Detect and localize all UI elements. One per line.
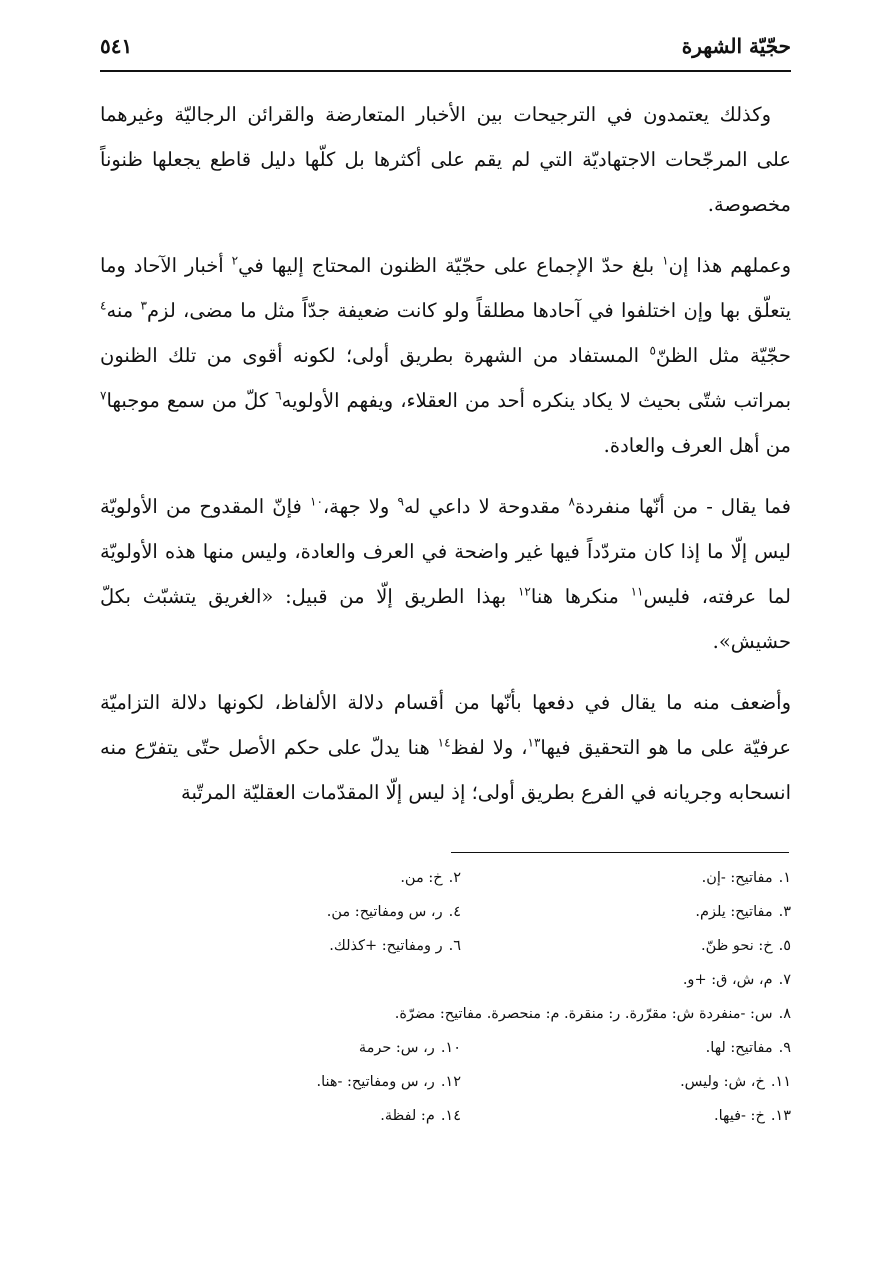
footnote-text: خ: -فيها. xyxy=(714,1108,765,1124)
footnote-text: خ، ش: وليس. xyxy=(680,1074,765,1090)
text-run: فإنّ المقدوح من الأولويّة ليس إلّا ما إذا كان متردّداً فيها غير واضحة في العرف والعادة، وليس منها هذه الأولويّة لما عرفته، فليس xyxy=(100,495,791,608)
text-run: كلّ من سمع موجبها xyxy=(106,389,276,412)
footnote xyxy=(695,904,791,920)
text-run: هنا يدلّ على حكم الأصل حتّى يتفرّع منه انسحابه وجريانه في الفرع بطريق أولى؛ إذ ليس إلّا المقدّمات العقليّة المرتّبة xyxy=(100,736,791,804)
text-run: مقدوحة لا داعي له xyxy=(403,495,569,518)
paragraph xyxy=(100,92,791,227)
text-run: وأضعف منه ما يقال في دفعها بأنّها من أقسام دلالة الألفاظ، لكونها دلالة التزاميّة عرفيّة على ما هو التحقيق فيها xyxy=(100,691,792,759)
footnote-text: س: -منفردة ش: مقرّرة. ر: منقرة. م: منحصرة. مفاتيح: مضرّة. xyxy=(394,1006,773,1022)
footnote xyxy=(680,1074,791,1090)
footnote-marker: ١١ xyxy=(630,584,644,599)
text-run: المستفاد من الشهرة بطريق أولى؛ لكونه أقوى من تلك الظنون بمراتب شتّى بحيث لا يكاد ينكره أحد من العقلاء، ويفهم الأولويه xyxy=(100,344,791,412)
footnote-row xyxy=(100,870,791,904)
footnote-marker: ٩ xyxy=(397,494,404,509)
footnote-marker: ١٠ xyxy=(310,494,323,509)
footnote-text: خ: نحو ظنّ. xyxy=(701,938,773,954)
footnote-text: خ: من. xyxy=(400,870,443,886)
footnote-text: ر، س ومفاتيح: -هنا. xyxy=(316,1074,435,1090)
footnote-marker: ٦ xyxy=(275,388,282,403)
footnotes xyxy=(100,870,791,1142)
footnote-number: ٣. xyxy=(778,904,791,920)
footnote-marker: ٤ xyxy=(100,298,107,313)
footnote xyxy=(316,1074,461,1090)
footnote-row xyxy=(100,1006,791,1040)
footnote-text: م، ش، ق: +و. xyxy=(682,972,773,988)
text-run: ولا جهة، xyxy=(322,495,398,518)
footnote-number: ١٣. xyxy=(770,1108,791,1124)
footnote xyxy=(380,1108,461,1124)
footnote-row xyxy=(100,1040,791,1074)
text-run: وكذلك يعتمدون في الترجيحات بين الأخبار المتعارضة والقرائن الرجاليّة وغيرهما على المرجّحات الاجتهاديّة التي لم يقم على أكثرها بل كلّها دليل قاطع يجعلها ظنوناً مخصوصة. xyxy=(100,103,791,216)
text-run: بهذا الطريق إلّا من قبيل: «الغريق يتشبّث بكلّ حشيش». xyxy=(100,585,791,653)
text-run: بلغ حدّ الإجماع على حجّيّة الظنون المحتاج إليها في xyxy=(238,254,663,277)
text-run: منه xyxy=(106,299,141,322)
footnote-number: ٩. xyxy=(778,1040,791,1056)
footnote-text: ر ومفاتيح: +كذلك. xyxy=(329,938,443,954)
footnote xyxy=(395,1006,791,1022)
text-run: حجّيّة مثل الظنّ xyxy=(655,344,791,367)
footnote-number: ١. xyxy=(778,870,791,886)
footnote-row xyxy=(100,1074,791,1108)
footnote-number: ٢. xyxy=(448,870,461,886)
footnote-number: ١٤. xyxy=(440,1108,461,1124)
main-text xyxy=(100,92,791,831)
footnote-marker: ١٤ xyxy=(437,735,451,750)
footnote-text: م: لفظة. xyxy=(380,1108,435,1124)
footnote-number: ٤. xyxy=(448,904,461,920)
text-run: منكرها هنا xyxy=(530,585,631,608)
footnote-marker: ١٣ xyxy=(527,735,541,750)
footnote-number: ٨. xyxy=(778,1006,791,1022)
text-run: من أهل العرف والعادة. xyxy=(603,434,791,457)
footnote-separator xyxy=(451,852,789,853)
footnote-row xyxy=(100,972,791,1006)
footnote xyxy=(400,870,461,886)
running-title: حجّيّة الشهرة xyxy=(681,34,791,58)
footnote-number: ١٢. xyxy=(440,1074,461,1090)
paragraph xyxy=(100,243,791,468)
footnote-marker: ٧ xyxy=(100,388,107,403)
footnote-text: مفاتيح: لها. xyxy=(705,1040,773,1056)
footnote-text: مفاتيح: -إن. xyxy=(701,870,773,886)
paragraph xyxy=(100,484,791,664)
footnote-number: ١٠. xyxy=(440,1040,461,1056)
footnote xyxy=(683,972,791,988)
footnote xyxy=(702,870,791,886)
header-rule xyxy=(100,70,791,72)
footnote-row xyxy=(100,938,791,972)
footnote-marker: ١ xyxy=(662,253,669,268)
page-number: ٥٤١ xyxy=(100,34,133,58)
footnote-marker: ٨ xyxy=(568,494,575,509)
text-run: أخبار الآحاد وما يتعلّق بها وإن اختلفوا في آحادها مطلقاً ولو كانت ضعيفة جدّاً مثل ما مضى، لزم xyxy=(100,254,791,322)
footnote xyxy=(706,1040,791,1056)
paragraph xyxy=(100,680,791,815)
footnote xyxy=(327,904,461,920)
footnote-text: ر، س: حرمة xyxy=(358,1040,435,1056)
footnote-number: ٦. xyxy=(448,938,461,954)
footnote-text: مفاتيح: يلزم. xyxy=(695,904,773,920)
footnote-text: ر، س ومفاتيح: من. xyxy=(326,904,443,920)
text-run: فما يقال - من أنّها منفردة xyxy=(574,495,792,518)
footnote xyxy=(329,938,461,954)
footnote-marker: ٥ xyxy=(649,343,656,358)
footnote-marker: ١٢ xyxy=(517,584,531,599)
footnote xyxy=(701,938,791,954)
footnote-number: ١١. xyxy=(770,1074,791,1090)
footnote-number: ٥. xyxy=(778,938,791,954)
footnote-row xyxy=(100,1108,791,1142)
footnote-row xyxy=(100,904,791,938)
text-run: وعملهم هذا إن xyxy=(668,254,791,277)
footnote-marker: ٢ xyxy=(231,253,239,268)
footnote xyxy=(359,1040,461,1056)
footnote xyxy=(714,1108,791,1124)
footnote-number: ٧. xyxy=(778,972,791,988)
footnote-marker: ٣ xyxy=(140,298,147,313)
text-run: ، ولا لفظ xyxy=(450,736,528,759)
page-header xyxy=(100,30,791,70)
